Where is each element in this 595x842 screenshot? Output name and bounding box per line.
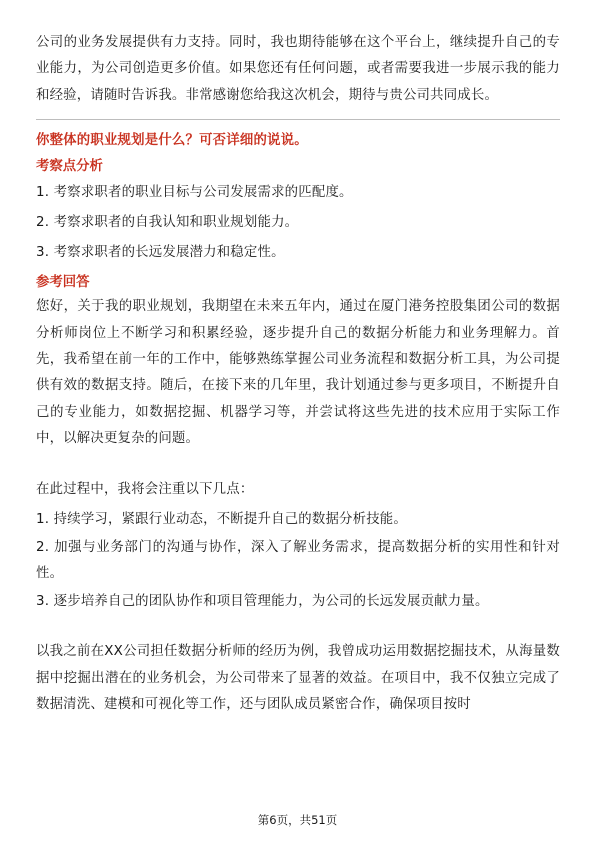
focus-item: 2. 加强与业务部门的沟通与协作，深入了解业务需求，提高数据分析的实用性和针对性。 bbox=[36, 539, 560, 582]
answer-paragraph-2: 以我之前在XX公司担任数据分析师的经历为例，我曾成功运用数据挖掘技术，从海量数据中挖掘出潜在的业务机会，为公司带来了显著的效益。在项目中，我不仅独立完成了数据清洗、建模和可视化等工作，还与团队成员紧密合作，确保项目按时 bbox=[36, 644, 560, 713]
analysis-item: 2. 考察求职者的自我认知和职业规划能力。 bbox=[36, 215, 299, 231]
analysis-heading: 考察点分析 bbox=[36, 159, 103, 175]
analysis-item: 1. 考察求职者的职业目标与公司发展需求的匹配度。 bbox=[36, 185, 353, 201]
page-number: 第6页，共51页 bbox=[257, 813, 338, 827]
focus-item: 1. 持续学习，紧跟行业动态，不断提升自己的数据分析技能。 bbox=[36, 511, 407, 527]
analysis-item: 3. 考察求职者的长远发展潜力和稳定性。 bbox=[36, 245, 285, 261]
answer-heading: 参考回答 bbox=[36, 275, 90, 291]
question-heading: 你整体的职业规划是什么？可否详细的说说。 bbox=[36, 133, 308, 149]
section-divider bbox=[36, 119, 560, 120]
focus-list bbox=[36, 505, 560, 618]
answer-paragraph-1: 您好，关于我的职业规划，我期望在未来五年内，通过在厦门港务控股集团公司的数据分析师岗位上不断学习和积累经验，逐步提升自己的数据分析能力和业务理解力。首先，我希望在前一年的工作中，能够熟练掌握公司业务流程和数据分析工具，为公司提供有效的数据支持。随后，在接下来的几年里，我计划通过参与更多项目，不断提升自己的专业能力，如数据挖掘、机器学习等，并尝试将这些先进的技术应用于实际工作中，以解决更复杂的问题。 bbox=[36, 299, 560, 447]
intro-paragraph: 公司的业务发展提供有力支持。同时，我也期待能够在这个平台上，继续提升自己的专业能力，为公司创造更多价值。如果您还有任何问题，或者需要我进一步展示我的能力和经验，请随时告诉我。非常感谢您给我这次机会，期待与贵公司共同成长。 bbox=[36, 35, 560, 103]
page-content bbox=[36, 30, 560, 719]
focus-intro: 在此过程中，我将会注重以下几点： bbox=[36, 481, 254, 497]
analysis-list bbox=[36, 178, 560, 268]
focus-item: 3. 逐步培养自己的团队协作和项目管理能力，为公司的长远发展贡献力量。 bbox=[36, 594, 489, 610]
